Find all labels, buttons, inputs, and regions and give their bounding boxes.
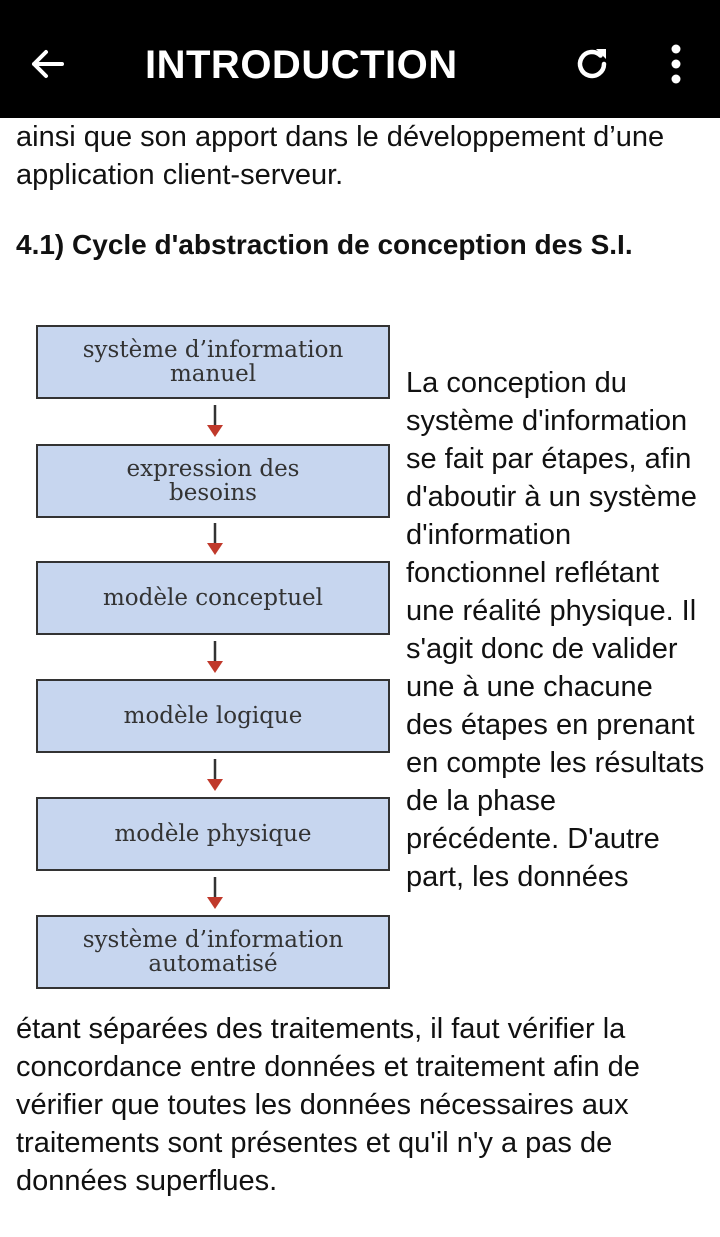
intro-paragraph: ainsi que son apport dans le développement d’une application client-serveur.	[16, 121, 665, 191]
abstraction-cycle-diagram	[36, 325, 392, 991]
app-bar	[0, 0, 720, 118]
diagram-step-systeme-automatise: système d’information automatisé	[36, 915, 390, 989]
arrow-down-icon	[204, 521, 226, 557]
section-heading: 4.1) Cycle d'abstraction de conception des S.I.	[16, 229, 633, 260]
diagram-step-modele-logique: modèle logique	[36, 679, 390, 753]
diagram-step-expression-besoins: expression des besoins	[36, 444, 390, 518]
refresh-icon[interactable]	[572, 44, 612, 84]
side-paragraph: La conception du système d'information se fait par étapes, afin d'aboutir à un système d'information fonctionnel reflétant une réalité physique. Il s'agit donc de valider une à une chacune des étapes en prenant en compte les résultats de la phase précédente. D'autre part, les données	[406, 367, 705, 893]
bottom-paragraph: étant séparées des traitements, il faut vérifier la concordance entre données et traitement afin de vérifier que toutes les données nécessaires aux traitements sont présentes et qu'il n'y a pas de données superflues.	[16, 1013, 640, 1197]
more-vert-icon[interactable]	[662, 42, 690, 86]
arrow-down-icon	[204, 875, 226, 911]
arrow-down-icon	[204, 639, 226, 675]
arrow-left-icon[interactable]	[28, 40, 68, 88]
arrow-down-icon	[204, 403, 226, 439]
diagram-step-modele-physique: modèle physique	[36, 797, 390, 871]
diagram-step-systeme-manuel: système d’information manuel	[36, 325, 390, 399]
page-title: INTRODUCTION	[145, 43, 458, 87]
diagram-step-modele-conceptuel: modèle conceptuel	[36, 561, 390, 635]
arrow-down-icon	[204, 757, 226, 793]
